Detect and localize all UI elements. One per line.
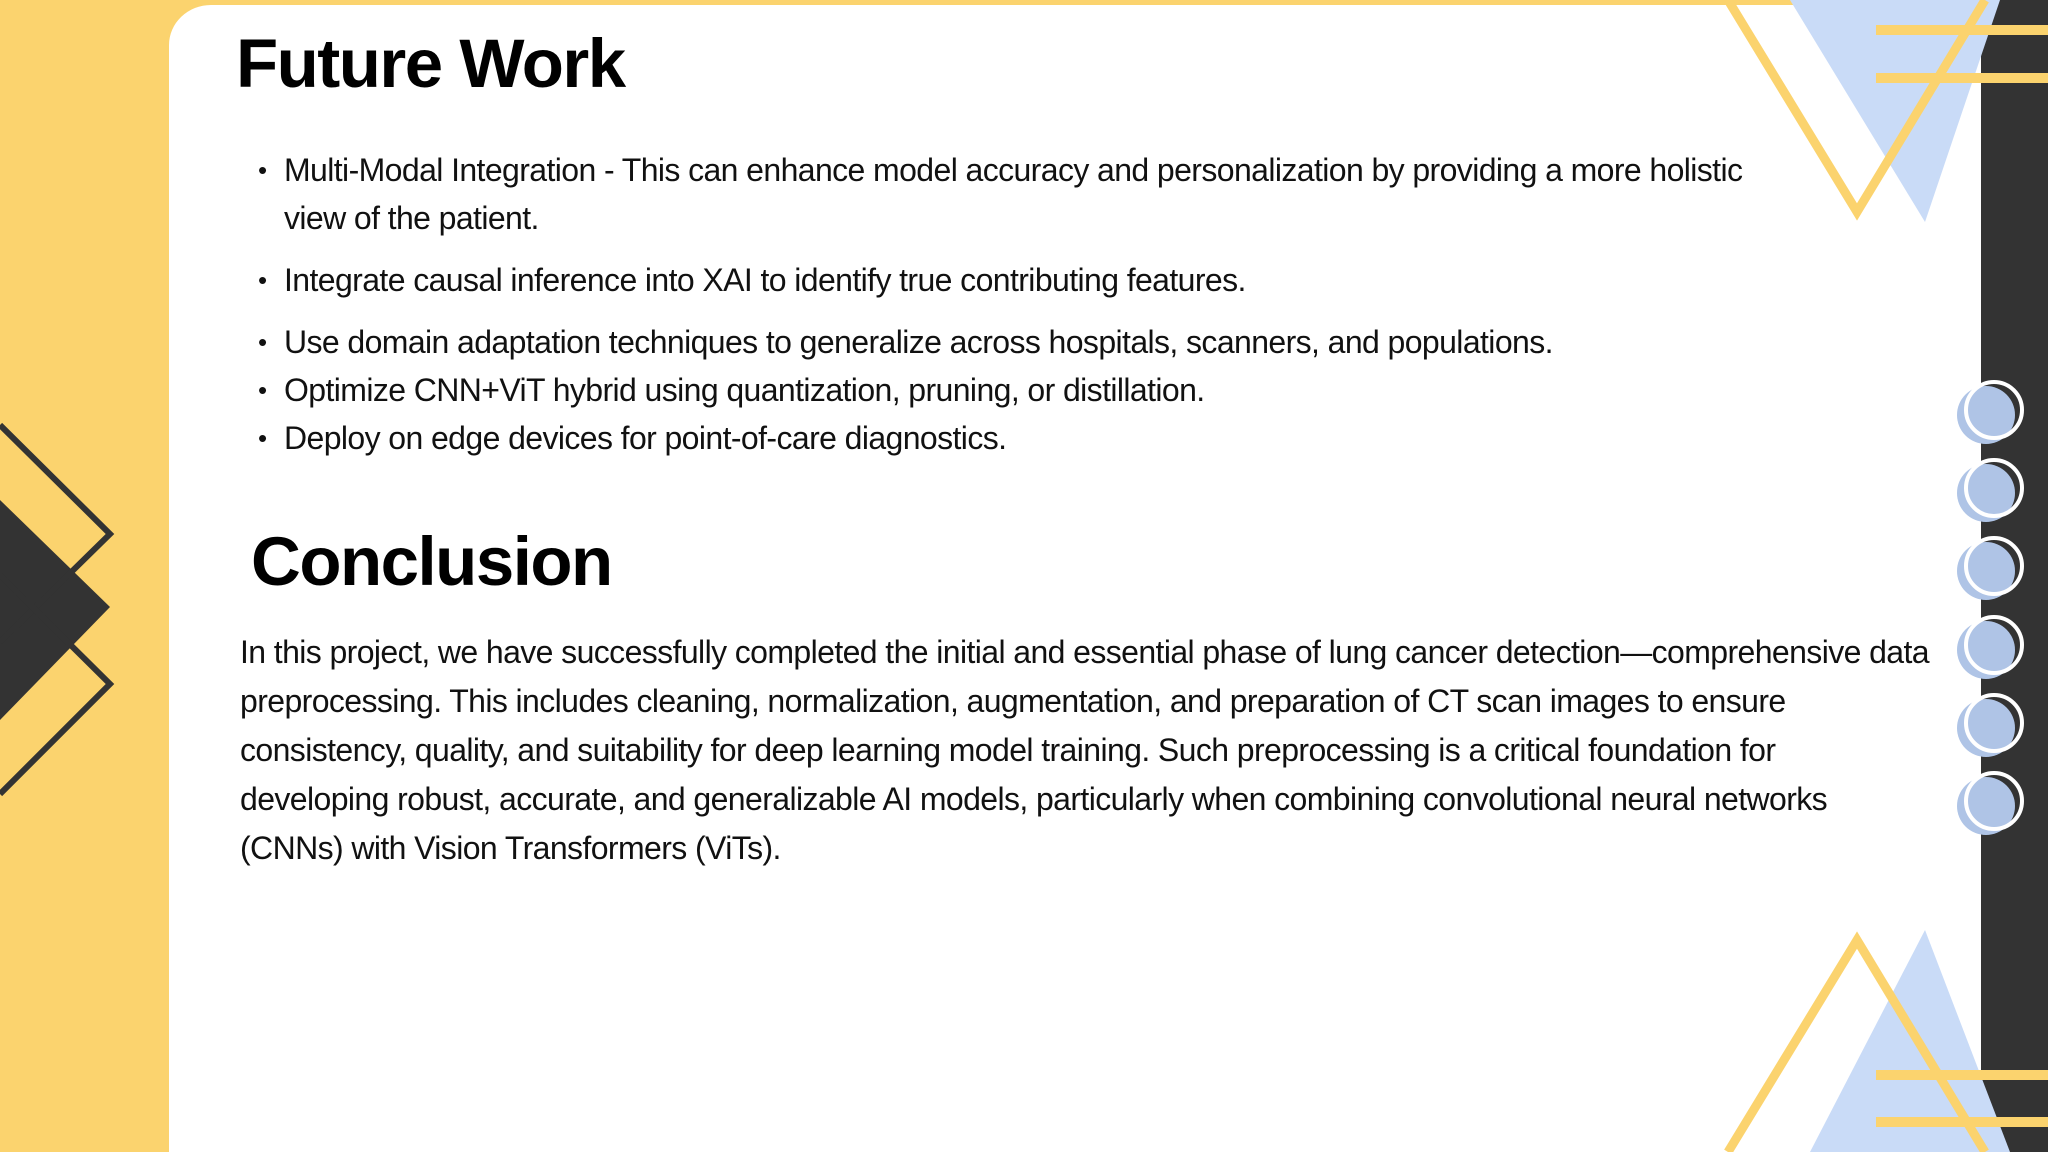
conclusion-paragraph: In this project, we have successfully completed the initial and essential phase of lung cancer detection—comprehensive data preprocessing. This includes cleaning, normalization, augmentation, and preparation of CT scan images to ensure consistency, quality, and suitability for deep learning model training. Such preprocessing is a critical foundation for developing robust, accurate, and generalizable AI models, particularly when combining convolutional neural networks (CNNs) with Vision Transformers (ViTs).	[240, 634, 1929, 866]
future-work-item: • Integrate causal inference into XAI to identify true contributing features.	[284, 256, 1804, 304]
future-work-item: • Multi-Modal Integration - This can enhance model accuracy and personalization by providing a more holistic view of the patient.	[284, 146, 1804, 242]
ring-icon	[1957, 538, 2022, 600]
bottom-triangle-decoration	[1728, 930, 2048, 1152]
ring-decorations	[1957, 382, 2022, 835]
ring-icon	[1957, 382, 2022, 444]
ring-icon	[1957, 617, 2022, 679]
future-work-list	[258, 146, 1804, 462]
ring-icon	[1957, 773, 2022, 835]
future-work-item: • Use domain adaptation techniques to generalize across hospitals, scanners, and populations.	[284, 318, 1804, 366]
ring-icon	[1957, 695, 2022, 757]
future-work-item: • Deploy on edge devices for point-of-care diagnostics.	[284, 414, 1804, 462]
future-work-item: • Optimize CNN+ViT hybrid using quantization, pruning, or distillation.	[284, 366, 1804, 414]
future-work-title: Future Work	[236, 25, 625, 102]
conclusion-title: Conclusion	[251, 523, 612, 600]
ring-icon	[1957, 460, 2022, 522]
